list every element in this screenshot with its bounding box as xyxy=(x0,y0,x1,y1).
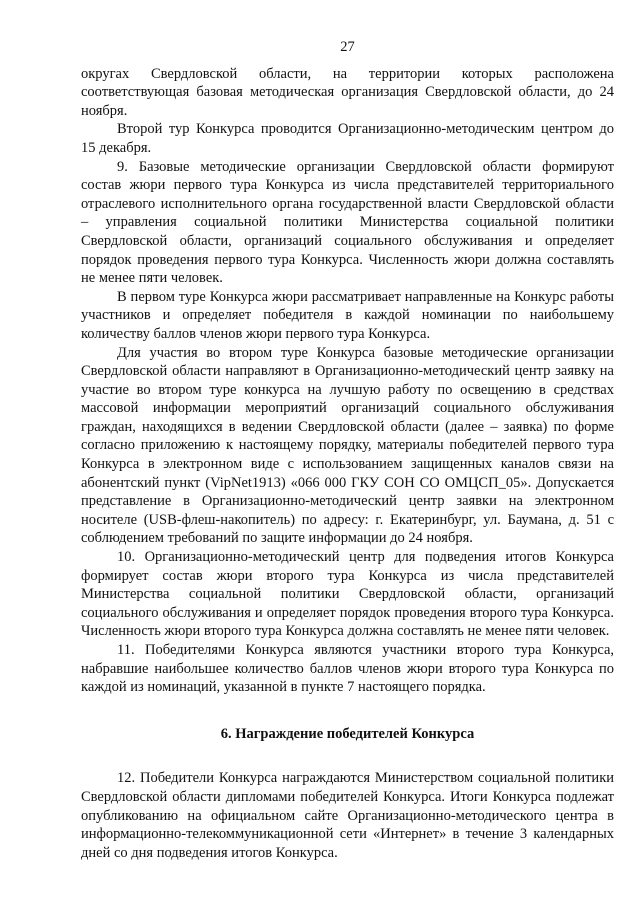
paragraph-item-9: 9. Базовые методические организации Свердловской области формируют состав жюри первого тура Конкурса из числа представителей территориального отраслевого исполнительного органа государственной власти Свердловской области – управления социальной политики Министерства социальной политики Свердловской области, организаций социального обслуживания и определяет порядок проведения первого тура Конкурса. Численность жюри должна составлять не менее пяти человек. xyxy=(81,158,614,287)
section-heading: 6. Награждение победителей Конкурса xyxy=(220,725,475,742)
paragraph-continuation: округах Свердловской области, на территории которых расположена соответствующая базовая методическая организация Свердловской области, до 24 ноября. xyxy=(81,65,614,119)
paragraph-first-round-jury: В первом туре Конкурса жюри рассматривает направленные на Конкурс работы участников и определяет победителя в каждой номинации по наибольшему количеству баллов членов жюри первого тура Конкурса. xyxy=(81,288,614,342)
page-number: 27 xyxy=(340,39,355,55)
paragraph-second-round: Второй тур Конкурса проводится Организационно-методическим центром до 15 декабря. xyxy=(81,121,614,156)
paragraph-item-10: 10. Организационно-методический центр для подведения итогов Конкурса формирует состав жюри второго тура Конкурса из числа представителей Министерства социальной политики Свердловской области, организаций социального обслуживания и определяет порядок проведения второго тура Конкурса. Численность жюри второго тура Конкурса должна составлять не менее пяти человек. xyxy=(81,549,614,640)
paragraph-item-12: 12. Победители Конкурса награждаются Министерством социальной политики Свердловской области дипломами победителей Конкурса. Итоги Конкурса подлежат опубликованию на официальном сайте Организационно-методического центра в информационно-телекоммуникационной сети «Интернет» в течение 3 календарных дней со дня подведения итогов Конкурса. xyxy=(81,770,614,861)
paragraph-second-round-application: Для участия во втором туре Конкурса базовые методические организации Свердловской области направляют в Организационно-методический центр заявку на участие во втором туре конкурса на лучшую работу по освещению в средствах массовой информации мероприятий организаций социального обслуживания граждан, находящихся в ведении Свердловской области (далее – заявка) по форме согласно приложению к настоящему порядку, материалы победителей первого тура Конкурса в электронном виде с использованием защищенных каналов связи на абонентский пункт (VipNet1913) «066 000 ГКУ СОН СО ОМЦСП_05». Допускается представление в Организационно-методический центр заявки на электронном носителе (USB-флеш-накопитель) по адресу: г. Екатеринбург, ул. Баумана, д. 51 с соблюдением требований по защите информации до 24 ноября. xyxy=(81,344,614,547)
paragraph-item-11: 11. Победителями Конкурса являются участники второго тура Конкурса, набравшие наибольшее количество баллов членов жюри второго тура Конкурса по каждой из номинаций, указанной в пункте 7 настоящего порядка. xyxy=(81,642,614,696)
